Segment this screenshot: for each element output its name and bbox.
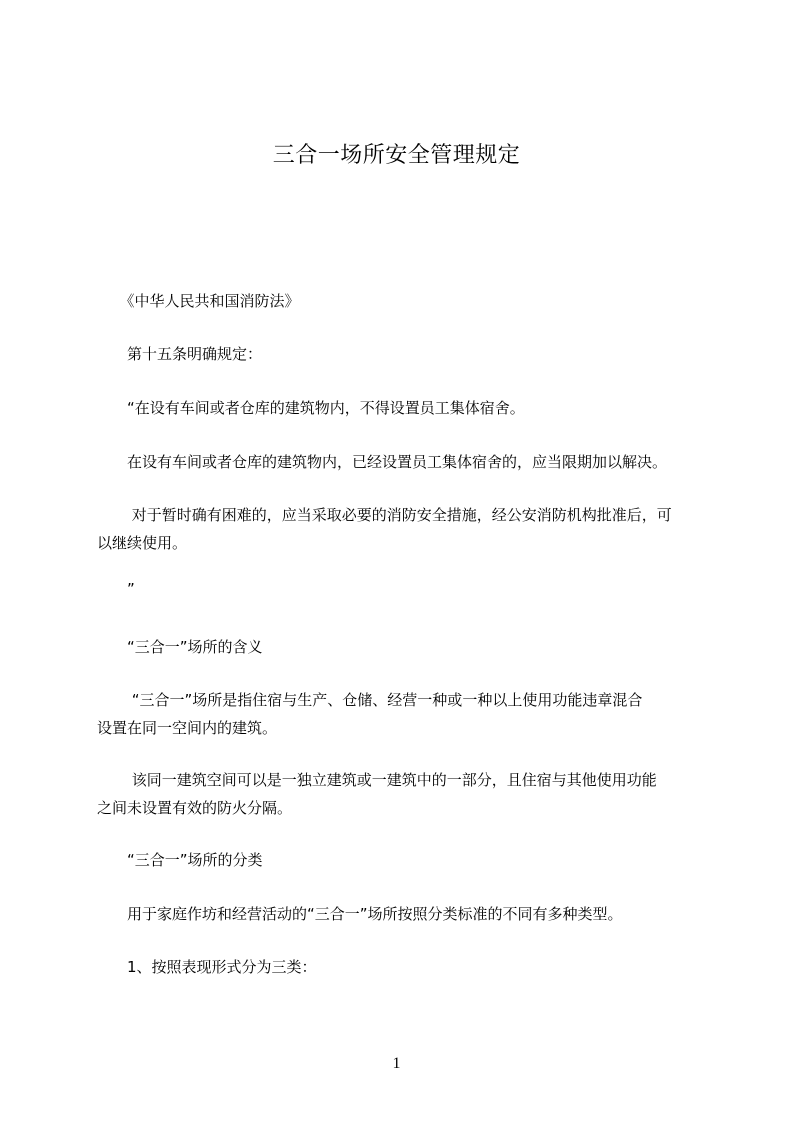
paragraph-dormitory-resolve (97, 448, 703, 476)
paragraph-same-space (97, 766, 703, 822)
paragraph-quote-end (97, 575, 703, 603)
page-number: 1 (392, 1055, 401, 1072)
paragraph-line: 《中华人民共和国消防法》 (97, 292, 300, 310)
paragraph-line: 设置在同一空间内的建筑。 (97, 719, 278, 737)
paragraph-line: 以继续使用。 (97, 534, 188, 552)
paragraph-law-name (97, 287, 703, 315)
paragraph-quote-start (97, 394, 703, 422)
list-item-form-types (97, 953, 703, 981)
section-heading-classification (97, 846, 703, 874)
paragraph-line: 1、按照表现形式分为三类： (97, 958, 317, 976)
paragraph-line: “三合一”场所是指住宿与生产、仓储、经营一种或一种以上使用功能违章混合 (97, 691, 643, 709)
document-title: 三合一场所安全管理规定 (272, 143, 521, 168)
paragraph-line: 该同一建筑空间可以是一独立建筑或一建筑中的一部分，且住宿与其他使用功能 (97, 771, 657, 789)
paragraph-line: 在设有车间或者仓库的建筑物内，已经设置员工集体宿舍的，应当限期加以解决。 (97, 453, 668, 471)
paragraph-definition (97, 686, 703, 742)
paragraph-line: ” (97, 580, 135, 598)
paragraph-line: 第十五条明确规定： (97, 345, 263, 363)
paragraph-article-15 (97, 340, 703, 368)
paragraph-line: 对于暂时确有困难的，应当采取必要的消防安全措施，经公安消防机构批准后，可 (97, 506, 672, 524)
section-heading-meaning (97, 633, 703, 661)
paragraph-line: 之间未设置有效的防火分隔。 (97, 799, 293, 817)
paragraph-line: “三合一”场所的含义 (97, 638, 263, 656)
paragraph-temporary-difficulty (97, 501, 703, 557)
paragraph-line: “三合一”场所的分类 (97, 851, 263, 869)
paragraph-line: “在设有车间或者仓库的建筑物内，不得设置员工集体宿舍。 (97, 399, 525, 417)
paragraph-line: 用于家庭作坊和经营活动的“三合一”场所按照分类标准的不同有多种类型。 (97, 905, 623, 923)
paragraph-types (97, 900, 703, 928)
